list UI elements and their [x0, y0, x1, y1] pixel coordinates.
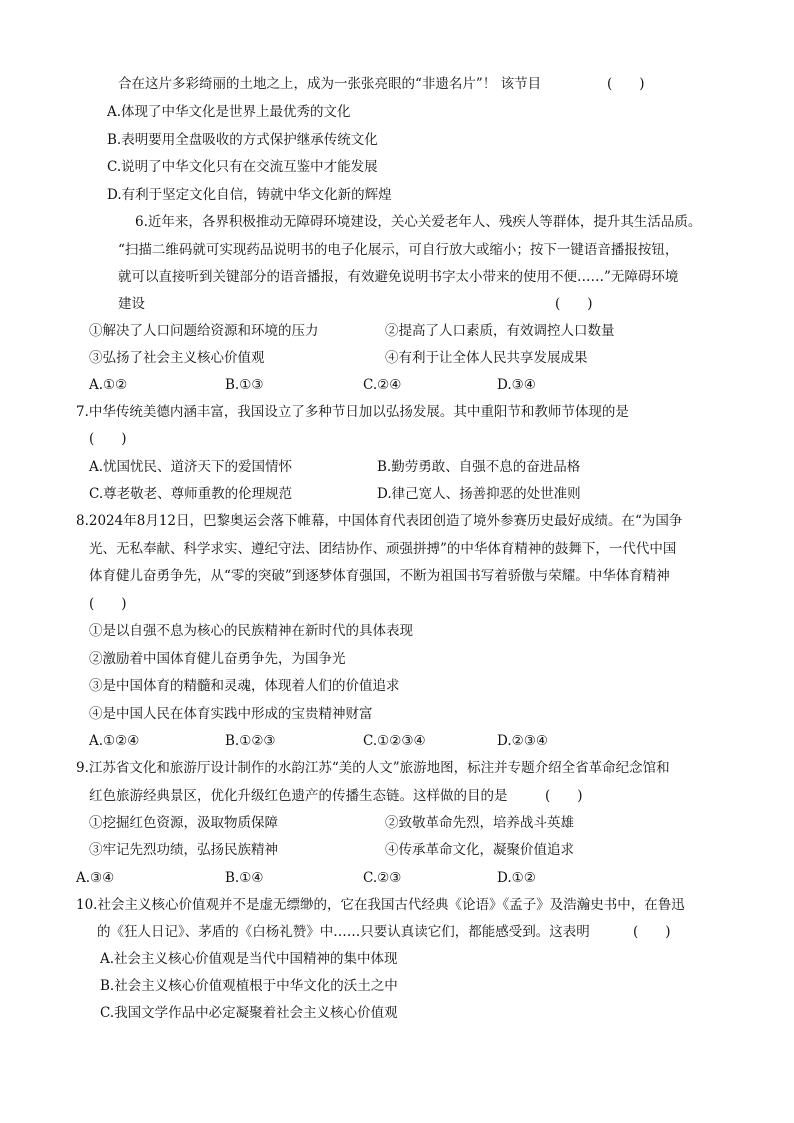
- q7-option-b: B.勤劳勇敢、自强不息的奋进品格: [377, 459, 581, 475]
- q10-answer-paren: ( ): [633, 924, 671, 940]
- q6-choice-c: C.②④: [363, 377, 402, 393]
- q10-stem-line-2: 的《狂人日记》、茅盾的《白杨礼赞》中……只要认真读它们，都能感受到。这表明: [97, 924, 590, 940]
- q10-stem-line-1: 10.社会主义核心价值观并不是虚无缥缈的，它在我国古代经典《论语》《孟子》及浩瀚史书中，在鲁迅: [76, 897, 685, 913]
- q10-option-a: A.社会主义核心价值观是当代中国精神的集中体现: [100, 951, 398, 967]
- q6-answer-paren: ( ): [555, 296, 593, 312]
- q8-stem-line-2: 光、无私奉献、科学求实、遵纪守法、团结协作、顽强拼搏”的中华体育精神的鼓舞下，一代代中国: [89, 541, 677, 557]
- q6-choice-a: A.①②: [89, 377, 128, 393]
- q6-statement-4: ④有利于让全体人民共享发展成果: [385, 350, 588, 366]
- q9-choice-d: D.①②: [497, 870, 536, 886]
- q9-stem-line-1: 9.江苏省文化和旅游厅设计制作的水韵江苏“美的人文”旅游地图，标注并专题介绍全省革命纪念馆和: [76, 760, 670, 776]
- q9-stem-line-2: 红色旅游经典景区，优化升级红色遗产的传播生态链。这样做的目的是: [89, 788, 508, 804]
- q5-stem-tail: 合在这片多彩绮丽的土地之上，成为一张张亮眼的“非遗名片”！ 该节目: [118, 76, 542, 92]
- q10-option-b: B.社会主义核心价值观植根于中华文化的沃土之中: [100, 978, 398, 994]
- q7-answer-paren: ( ): [89, 431, 127, 447]
- q9-answer-paren: ( ): [545, 788, 583, 804]
- q8-stem-line-1: 8.2024年8月12日，巴黎奥运会落下帷幕，中国体育代表团创造了境外参赛历史最好成绩。在“为国争: [76, 513, 683, 529]
- q5-option-c: C.说明了中华文化只有在交流互鉴中才能发展: [107, 159, 378, 175]
- q8-choice-d: D.②③④: [497, 733, 548, 749]
- q9-statement-3: ③牢记先烈功绩，弘扬民族精神: [89, 842, 278, 858]
- q5-option-d: D.有利于坚定文化自信，铸就中华文化新的辉煌: [107, 187, 392, 203]
- q8-answer-paren: ( ): [89, 596, 127, 612]
- q5-option-b: B.表明要用全盘吸收的方式保护继承传统文化: [107, 132, 378, 148]
- q7-option-c: C.尊老敬老、尊师重教的伦理规范: [89, 486, 293, 502]
- q8-statement-1: ①是以自强不息为核心的民族精神在新时代的具体表现: [89, 623, 413, 639]
- q7-option-a: A.忧国忧民、道济天下的爱国情怀: [89, 459, 293, 475]
- q8-choice-c: C.①②③④: [363, 733, 426, 749]
- q8-statement-4: ④是中国人民在体育实践中形成的宝贵精神财富: [89, 706, 373, 722]
- q9-choice-b: B.①④: [225, 870, 264, 886]
- q5-answer-paren: ( ): [607, 76, 645, 92]
- q6-statement-1: ①解决了人口问题给资源和环境的压力: [89, 323, 319, 339]
- q7-option-d: D.律己宽人、扬善抑恶的处世准则: [377, 486, 581, 502]
- q8-statement-3: ③是中国体育的精髓和灵魂，体现着人们的价值追求: [89, 678, 400, 694]
- q6-stem-line-4: 建设: [118, 296, 145, 312]
- q9-choice-c: C.②③: [363, 870, 402, 886]
- q8-statement-2: ②激励着中国体育健儿奋勇争先，为国争光: [89, 651, 346, 667]
- q9-choice-a: A.③④: [76, 870, 115, 886]
- q8-choice-a: A.①②④: [89, 733, 140, 749]
- q6-stem-line-1: 6.近年来，各界积极推动无障碍环境建设，关心关爱老年人、残疾人等群体，提升其生活品质。: [135, 214, 702, 230]
- q9-statement-1: ①挖掘红色资源，汲取物质保障: [89, 815, 278, 831]
- q9-statement-4: ④传承革命文化，凝聚价值追求: [385, 842, 574, 858]
- q6-choice-b: B.①③: [225, 377, 264, 393]
- q6-stem-line-2: “扫描二维码就可实现药品说明书的电子化展示，可自行放大或缩小；按下一键语音播报按钮，: [118, 242, 679, 258]
- q6-statement-3: ③弘扬了社会主义核心价值观: [89, 350, 265, 366]
- q6-statement-2: ②提高了人口素质，有效调控人口数量: [385, 323, 615, 339]
- q7-stem: 7.中华传统美德内涵丰富，我国设立了多种节日加以弘扬发展。其中重阳节和教师节体现的是: [76, 404, 629, 420]
- q8-choice-b: B.①②③: [225, 733, 276, 749]
- q5-option-a: A.体现了中华文化是世界上最优秀的文化: [107, 104, 351, 120]
- q8-stem-line-3: 体育健儿奋勇争先，从“零的突破”到逐梦体育强国，不断为祖国书写着骄傲与荣耀。中华体育精神: [89, 568, 670, 584]
- q6-choice-d: D.③④: [497, 377, 536, 393]
- q6-stem-line-3: 就可以直接听到关键部分的语音播报，有效避免说明书字太小带来的使用不便……”无障碍环境: [118, 269, 679, 285]
- q10-option-c: C.我国文学作品中必定凝聚着社会主义核心价值观: [100, 1005, 398, 1021]
- q9-statement-2: ②致敬革命先烈，培养战斗英雄: [385, 815, 574, 831]
